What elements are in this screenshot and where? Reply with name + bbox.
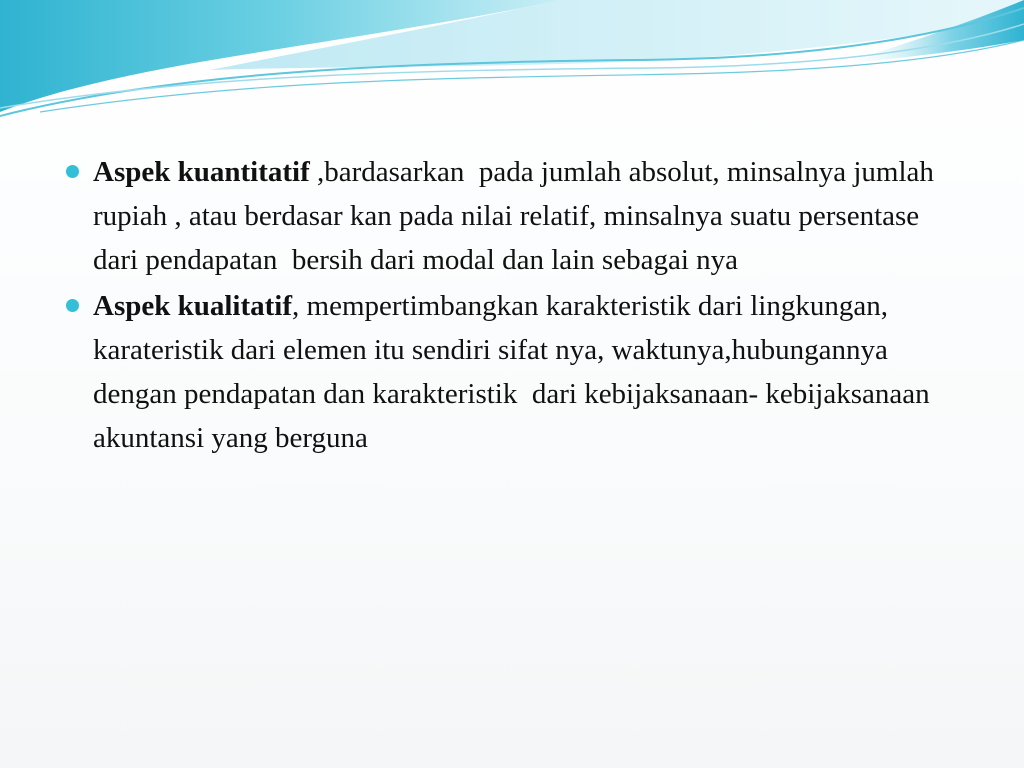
bullet-text: ,bardasarkan pada jumlah absolut, minsalnya jumlah rupiah , atau berdasar kan pada nilai relatif, minsalnya suatu persentase dari pendapatan bersih dari modal dan lain sebagai nya <box>93 156 942 276</box>
bullet-text: , mempertimbangkan karakteristik dari lingkungan, karateristik dari elemen itu sendiri sifat nya, waktunya,hubungannya dengan pendapatan dan karakteristik dari kebijaksanaan- kebijaksanaan akuntansi yang berguna <box>93 290 937 454</box>
bullet-term: Aspek kuantitatif <box>93 156 310 188</box>
slide-content <box>66 150 966 462</box>
bullet-item-kualitatif <box>66 284 966 460</box>
bullet-dot-icon <box>66 165 79 178</box>
wave-header-decoration <box>0 0 1024 130</box>
bullet-item-kuantitatif <box>66 150 966 282</box>
bullet-term: Aspek kualitatif <box>93 290 293 322</box>
bullet-dot-icon <box>66 299 79 312</box>
bullet-list <box>66 150 966 460</box>
